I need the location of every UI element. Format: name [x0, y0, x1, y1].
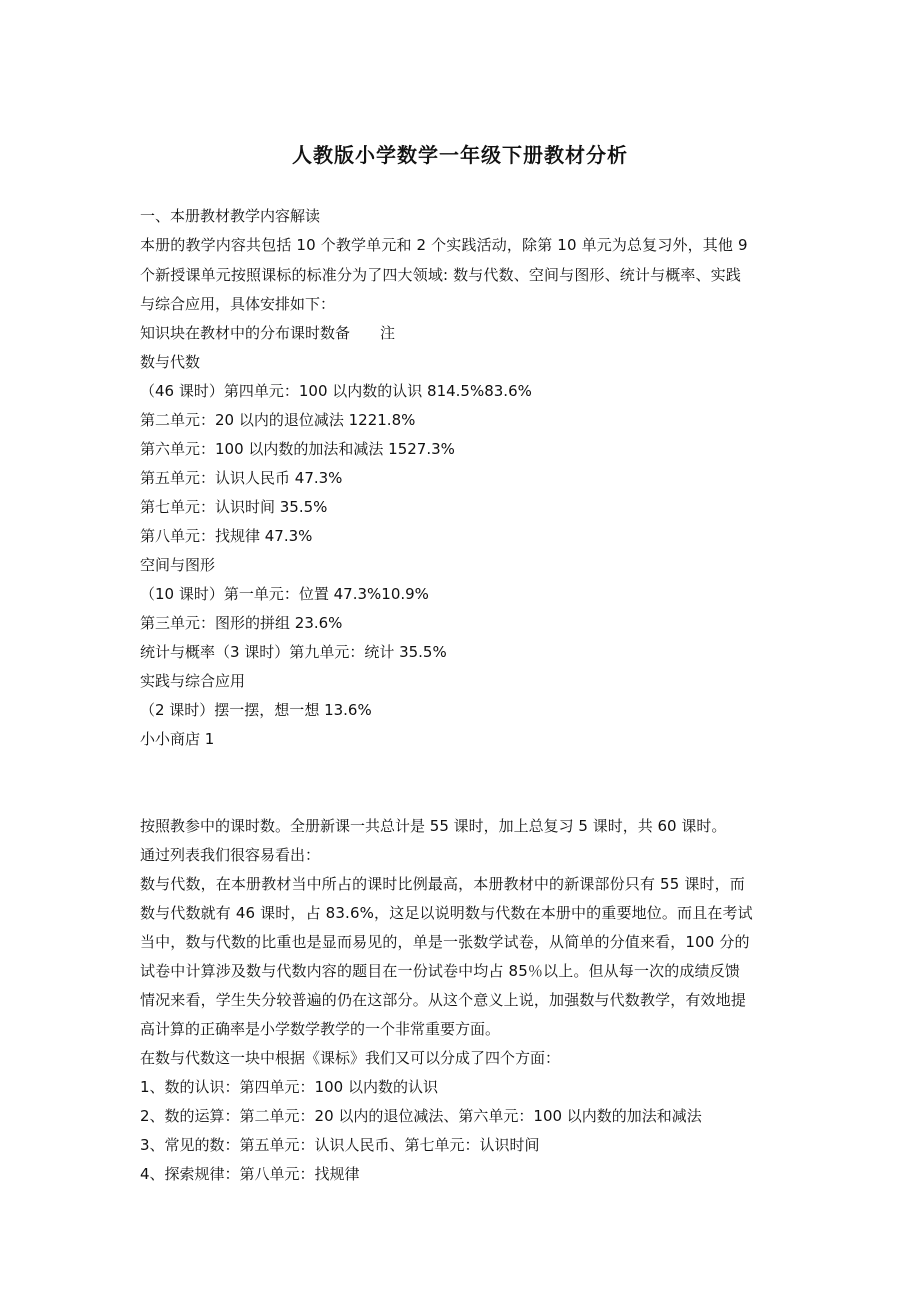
- intro-line-3: 与综合应用，具体安排如下：: [140, 295, 336, 313]
- document-title: 人教版小学数学一年级下册教材分析: [292, 143, 628, 167]
- distribution-line: 第二单元：20 以内的退位减法 1221.8%: [140, 411, 416, 429]
- analysis-line: 情况来看，学生失分较普遍的仍在这部分。从这个意义上说，加强数与代数教学，有效地提: [140, 991, 747, 1009]
- distribution-line: 实践与综合应用: [140, 672, 246, 690]
- analysis-line: 高计算的正确率是小学数学教学的一个非常重要方面。: [140, 1020, 501, 1038]
- analysis-line: 数与代数就有 46 课时，占 83.6%，这足以说明数与代数在本册中的重要地位。而且在考试: [140, 904, 753, 922]
- distribution-line: 第六单元：100 以内数的加法和减法 1527.3%: [140, 440, 455, 458]
- analysis-line: 当中，数与代数的比重也是显而易见的，单是一张数学试卷，从简单的分值来看，100 分的: [140, 933, 750, 951]
- distribution-line: 第七单元：认识时间 35.5%: [140, 498, 328, 516]
- intro-line-1: 本册的教学内容共包括 10 个教学单元和 2 个实践活动，除第 10 单元为总复习外，其他 9: [140, 236, 748, 254]
- distribution-line: 数与代数: [140, 353, 201, 371]
- distribution-line: 第八单元：找规律 47.3%: [140, 527, 313, 545]
- distribution-line: （10 课时）第一单元：位置 47.3%10.9%: [140, 585, 429, 603]
- analysis-line: 在数与代数这一块中根据《课标》我们又可以分成了四个方面：: [140, 1049, 561, 1067]
- distribution-line: （46 课时）第四单元：100 以内数的认识 814.5%83.6%: [140, 382, 532, 400]
- list-item: 3、常见的数：第五单元：认识人民币、第七单元：认识时间: [140, 1136, 540, 1154]
- analysis-line: 数与代数，在本册教材当中所占的课时比例最高，本册教材中的新课部份只有 55 课时，而: [140, 875, 745, 893]
- intro-line-2: 个新授课单元按照课标的标准分为了四大领域: 数与代数、空间与图形、统计与概率、实践: [140, 266, 741, 284]
- distribution-line: 小小商店 1: [140, 730, 215, 748]
- list-item: 4、探索规律：第八单元：找规律: [140, 1165, 360, 1183]
- distribution-line: 第五单元：认识人民币 47.3%: [140, 469, 343, 487]
- section-heading: 一、本册教材教学内容解读: [140, 207, 321, 225]
- analysis-line: 试卷中计算涉及数与代数内容的题目在一份试卷中均占 85％以上。但从每一次的成绩反馈: [140, 962, 741, 980]
- distribution-line: 第三单元：图形的拼组 23.6%: [140, 614, 343, 632]
- analysis-line: 通过列表我们很容易看出：: [140, 846, 321, 864]
- list-item: 2、数的运算：第二单元：20 以内的退位减法、第六单元：100 以内数的加法和减法: [140, 1107, 702, 1125]
- analysis-line: 按照教参中的课时数。全册新课一共总计是 55 课时，加上总复习 5 课时，共 60 课时。: [140, 817, 727, 835]
- table-header: 知识块在教材中的分布课时数备 注: [140, 324, 396, 342]
- list-item: 1、数的认识：第四单元：100 以内数的认识: [140, 1078, 438, 1096]
- distribution-line: 统计与概率（3 课时）第九单元：统计 35.5%: [140, 643, 447, 661]
- distribution-line: （2 课时）摆一摆，想一想 13.6%: [140, 701, 372, 719]
- distribution-line: 空间与图形: [140, 556, 216, 574]
